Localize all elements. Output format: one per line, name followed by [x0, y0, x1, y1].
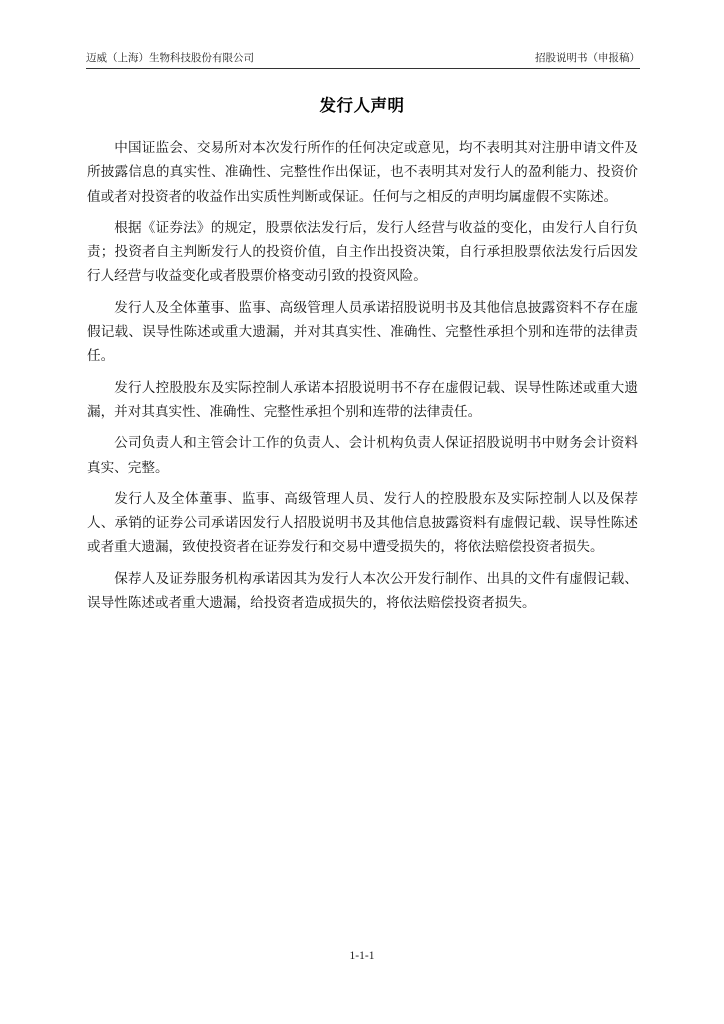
statement-paragraph-1: 中国证监会、交易所对本次发行所作的任何决定或意见，均不表明其对注册申请文件及所披露信息的真实性、准确性、完整性作出保证，也不表明其对发行人的盈利能力、投资价值或者对投资者的收益作出实质性判断或保证。任何与之相反的声明均属虚假不实陈述。: [87, 140, 638, 205]
statement-paragraph-3: 发行人及全体董事、监事、高级管理人员承诺招股说明书及其他信息披露资料不存在虚假记载、误导性陈述或重大遗漏，并对其真实性、准确性、完整性承担个别和连带的法律责任。: [87, 299, 638, 365]
header-divider: [86, 68, 640, 69]
statement-paragraph-6: 发行人及全体董事、监事、高级管理人员、发行人的控股股东及实际控制人以及保荐人、承销的证券公司承诺因发行人招股说明书及其他信息披露资料有虚假记载、误导性陈述或者重大遗漏，致使投资者在证券发行和交易中遭受损失的，将依法赔偿投资者损失。: [87, 490, 638, 556]
page-number: 1-1-1: [349, 950, 375, 962]
header-company-name: 迈威（上海）生物科技股份有限公司: [86, 52, 254, 64]
statement-body: [87, 136, 638, 622]
page-header: [86, 50, 640, 67]
page-title: 发行人声明: [319, 96, 405, 115]
header-document-type: 招股说明书（申报稿）: [535, 52, 640, 64]
statement-paragraph-4: 发行人控股股东及实际控制人承诺本招股说明书不存在虚假记载、误导性陈述或重大遗漏，并对其真实性、准确性、完整性承担个别和连带的法律责任。: [87, 379, 638, 420]
statement-paragraph-5: 公司负责人和主管会计工作的负责人、会计机构负责人保证招股说明书中财务会计资料真实、完整。: [87, 435, 638, 476]
statement-paragraph-7: 保荐人及证券服务机构承诺因其为发行人本次公开发行制作、出具的文件有虚假记载、误导性陈述或者重大遗漏，给投资者造成损失的，将依法赔偿投资者损失。: [87, 570, 638, 612]
statement-paragraph-2: 根据《证券法》的规定，股票依法发行后，发行人经营与收益的变化，由发行人自行负责；投资者自主判断发行人的投资价值，自主作出投资决策，自行承担股票依法发行后因发行人经营与收益变化或者股票价格变动引致的投资风险。: [87, 219, 638, 285]
